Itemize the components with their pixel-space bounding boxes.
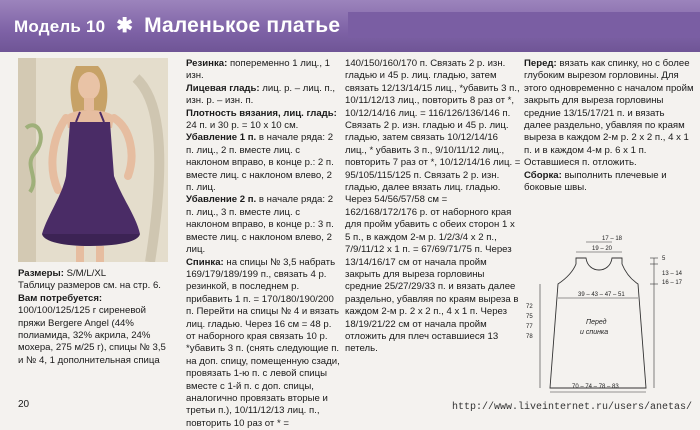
model-name: Маленькое платье [144,14,340,37]
paragraph-label: Плотность вязания, лиц. гладь: [186,108,337,119]
sizes-line [18,268,168,280]
paragraph-decrease-1 [186,132,342,194]
paragraph-rib [186,58,342,83]
paragraph-label: Убавление 2 п. [186,194,256,205]
instructions-column-2 [345,58,521,356]
paragraph-text: на спицы № 3,5 набрать 169/179/189/199 п., связать 4 р. резинкой, в последнем р. прибавить 1 п. = 170/180/190/200 п. Перейти на спицы № 4 и вязать лиц. гладью. Через 16 см = 48 р. от наборного края связать 10 р. *убавить 3 п. (снять следующие п. на доп. спицу, помещенную сзади, провязать 1-ю п. с левой спицы вместе с 1-й п. с доп. спицы, аналогично провязать вторые и третьи п.), 10/11/12/13 лиц. п., повторить 10 раз от * = [186,257,340,429]
paragraph-text: в начале ряда: 2 п. лиц., 2 п. вместе лиц. с наклоном вправо, в конце р.: 2 п. вместе лиц. с наклоном влево, 2 п. лиц. [186,132,334,193]
paragraph-gauge [186,108,342,133]
table-ref: Таблицу размеров см. на стр. 6. [18,280,168,292]
instructions-column-3 [524,58,694,194]
info-block [18,268,168,367]
pattern-diagram [522,228,694,396]
page-number: 20 [18,399,29,410]
paragraph-label: Спинка: [186,257,224,268]
dim-right-13-14: 13 – 14 [662,271,683,277]
paragraph-label: Резинка: [186,58,227,69]
paragraph-back-continued: 140/150/160/170 п. Связать 2 р. изн. гладью и 45 р. лиц. гладью, затем связать 12/13/14/15 лиц., *убавить 3 п., 10/11/12/13 лиц., повторить 8 раз от *, 10/12/14/16 лиц. = 116/126/136/146 п. Связать 2 р. изн. гладью и 45 р. лиц. гладью, затем связать 10/12/14/16 лиц., * убавить 3 п., 9/10/11/12 лиц., повторить 7 раз от *, 10/12/14/16 лиц. = 95/105/115/125 п. Связать 2 р. изн. гладью, далее вязать лиц. гладью. Через 54/56/57/58 см = 162/168/172/176 р. от наборного края для пройм убавить с обеих сторон 1 х 5 п., в каждом 2-м р. 1/2/3/4 х 2 п., 7/9/11/12 х 1 п. = 67/69/71/75 п. Через 13/14/16/17 см от начала пройм закрыть для выреза горловины средние 25/27/29/33 п. и вязать далее раздельно, убавляя по краям выреза в каждом 2-м р. 2 х 2 п., 4 х 1 п. Через 18/19/21/22 см от начала пройм отложить для плеч оставшиеся 13 петель. [345,58,521,356]
paragraph-text: попеременно 1 лиц., 1 изн. [186,58,330,81]
dim-left-72: 72 [526,304,533,310]
paragraph-decrease-2 [186,194,342,256]
watermark-url: http://www.liveinternet.ru/users/anetas/ [452,402,692,413]
model-number: Модель 10 [14,17,105,36]
paragraph-text: вязать как спинку, но с более глубоким вырезом горловины. Для этого одновременно с началом пройм закрыть для выреза горловины средние 13/15/17/21 п. и вязать далее раздельно, убавляя по краям выреза в каждом 2-м р. 2 х 2 п., 4 х 1 п. и в каждом 4-м р. 6 х 1 п. Оставшиеся п. отложить. [524,58,694,168]
paragraph-label: Убавление 1 п. [186,132,256,143]
paragraph-label: Лицевая гладь: [186,83,260,94]
materials-label: Вам потребуется: [18,293,102,304]
materials-line [18,293,168,367]
paragraph-stockinette [186,83,342,108]
model-photo [18,58,168,262]
paragraph-front [524,58,694,170]
dim-left-77: 77 [526,324,533,330]
dim-top-2: 19 – 20 [592,246,613,252]
label-front: Перед [586,318,607,326]
dim-chest: 39 – 43 – 47 – 51 [578,292,625,298]
instructions-column-1 [186,58,342,430]
paragraph-assembly [524,170,694,195]
dim-right-16-17: 16 – 17 [662,280,683,286]
paragraph-text: лиц. р. – лиц. п., изн. р. – изн. п. [186,83,335,106]
paragraph-text: в начале ряда: 2 п. лиц., 3 п. вместе лиц. с наклоном вправо, в конце р.: 3 п. вместе лиц. с наклоном влево, 2 лиц. [186,194,334,255]
header-accent-bar [348,12,700,38]
dim-top-1: 17 – 18 [602,236,623,242]
dim-right-5: 5 [662,256,666,262]
materials-value: 100/100/125/125 г сиреневой пряжи Bergere Angel (44% полиамида, 32% акрила, 24% мохера, 275 м/25 г), спицы № 3,5 и № 4, 1 дополнительная спица [18,305,166,366]
star-icon: ✱ [116,15,133,37]
sizes-value: S/M/L/XL [67,268,106,279]
paragraph-label: Перед: [524,58,557,69]
dim-bottom: 70 – 74 – 78 – 83 [572,384,619,390]
label-back: и спинка [580,329,608,336]
paragraph-label: Сборка: [524,170,562,181]
paragraph-text: выполнить плечевые и боковые швы. [524,170,667,193]
page-title [14,9,340,43]
paragraph-back [186,257,342,430]
dim-left-75: 75 [526,314,533,320]
sizes-label: Размеры: [18,268,64,279]
dim-left-78: 78 [526,334,533,340]
page-header [0,0,700,52]
paragraph-text: 24 п. и 30 р. = 10 х 10 см. [186,120,298,131]
